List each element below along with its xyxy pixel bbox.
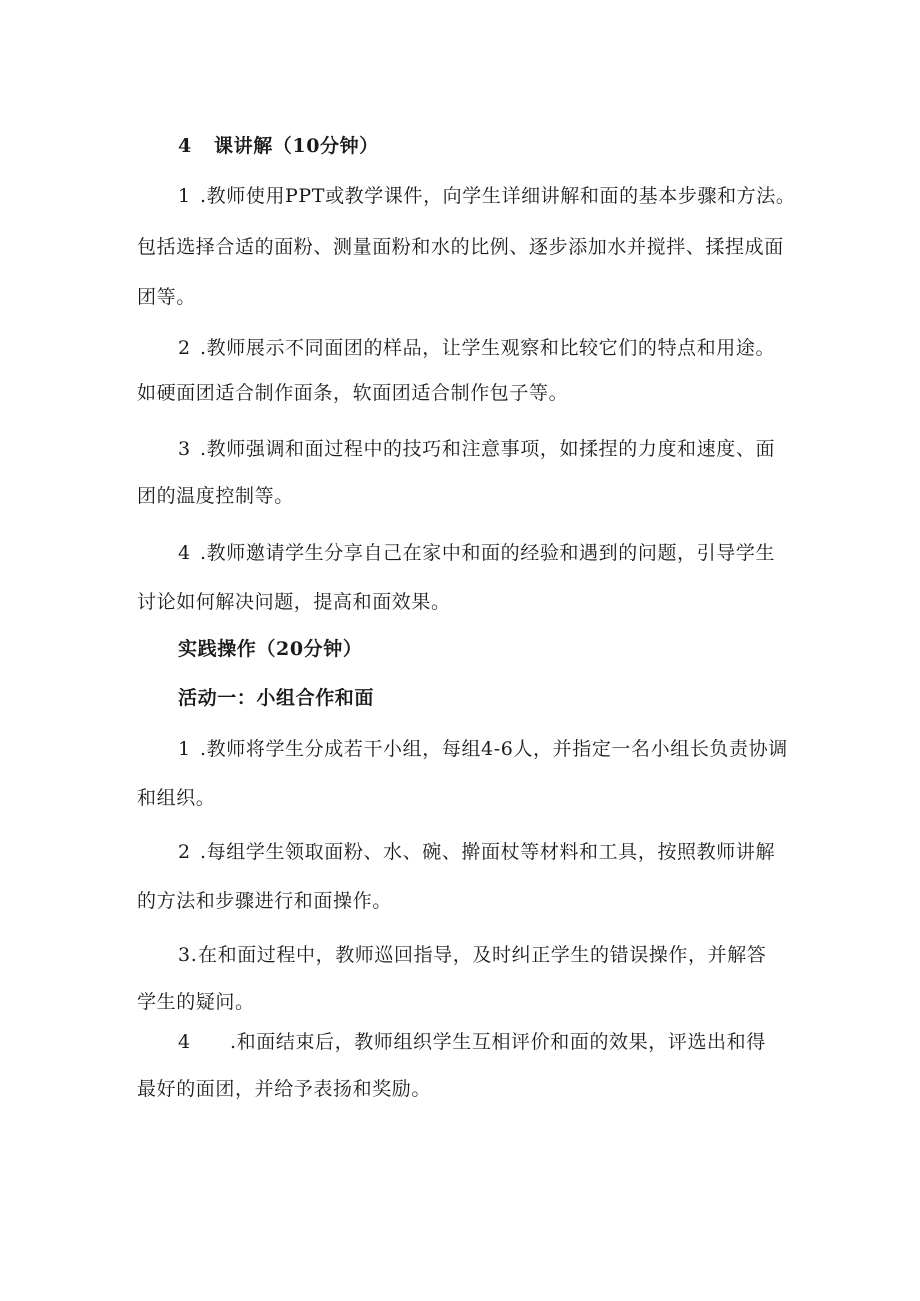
item-number: 4 (178, 1031, 191, 1053)
item-number: 1 (178, 738, 191, 760)
item-text: .每组学生领取面粉、水、碗、擀面杖等材料和工具，按照教师讲解 (200, 841, 776, 863)
paragraph-line (178, 737, 788, 761)
item-text: .和面结束后，教师组织学生互相评价和面的效果，评选出和得 (230, 1031, 766, 1053)
item-number: 3. (178, 944, 198, 966)
paragraph-line (178, 1030, 766, 1054)
paragraph-line (178, 437, 775, 461)
paragraph-line: 和组织。 (137, 787, 216, 809)
item-text: .教师邀请学生分享自己在家中和面的经验和遇到的问题，引导学生 (200, 542, 776, 564)
item-number: 4 (178, 542, 191, 564)
paragraph-line: 学生的疑问。 (137, 991, 255, 1013)
paragraph-line: 讨论如何解决问题，提高和面效果。 (137, 591, 451, 613)
paragraph-line: 的方法和步骤进行和面操作。 (137, 890, 392, 912)
paragraph-line (178, 840, 775, 864)
item-text: .教师使用PPT或教学课件，向学生详细讲解和面的基本步骤和方法。 (200, 185, 796, 207)
item-text: .教师将学生分成若干小组，每组4-6人，并指定一名小组长负责协调 (200, 738, 788, 760)
heading-text: 课讲解（10分钟） (214, 135, 379, 157)
paragraph-line: 包括选择合适的面粉、测量面粉和水的比例、逐步添加水并搅拌、揉捏成面 (137, 236, 784, 258)
paragraph-line: 最好的面团，并给予表扬和奖励。 (137, 1078, 432, 1100)
section-heading-lecture (178, 134, 379, 158)
paragraph-line: 团的温度控制等。 (137, 485, 294, 507)
paragraph-line (178, 541, 775, 565)
item-text: 在和面过程中，教师巡回指导，及时纠正学生的错误操作，并解答 (198, 944, 767, 966)
section-heading-practice: 实践操作（20分钟） (178, 638, 363, 660)
heading-number: 4 (178, 135, 192, 157)
item-number: 3 (178, 438, 191, 460)
item-text: .教师强调和面过程中的技巧和注意事项，如揉捏的力度和速度、面 (200, 438, 776, 460)
paragraph-line (178, 336, 775, 360)
paragraph-line (178, 184, 795, 208)
paragraph-line (178, 943, 766, 967)
activity-heading: 活动一：小组合作和面 (178, 687, 375, 709)
paragraph-line: 如硬面团适合制作面条，软面团适合制作包子等。 (137, 382, 569, 404)
item-number: 2 (178, 841, 191, 863)
paragraph-line: 团等。 (137, 286, 196, 308)
item-text: .教师展示不同面团的样品，让学生观察和比较它们的特点和用途。 (200, 337, 776, 359)
item-number: 2 (178, 337, 191, 359)
item-number: 1 (178, 185, 191, 207)
